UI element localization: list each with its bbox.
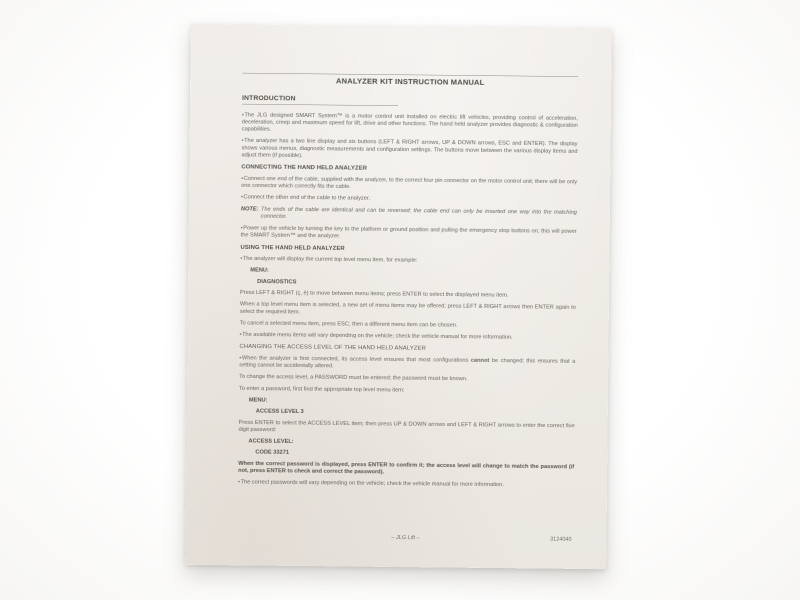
- using-bullet-2: [240, 331, 576, 342]
- bullet-marker: •: [240, 255, 243, 262]
- bullet-marker: •: [241, 175, 244, 182]
- menu-display-value-1: DIAGNOSTICS: [257, 278, 297, 285]
- connecting-bullet-2-text: Connect the other end of the cable to the analyzer.: [243, 194, 371, 202]
- section-heading-introduction: INTRODUCTION: [242, 94, 398, 105]
- bullet-marker: •: [241, 193, 244, 200]
- access-paragraph-1: To change the access level, a PASSWORD must be entered; the password must be known.: [239, 373, 468, 382]
- intro-bullet-2-text: The analyzer has a two line display and six buttons (LEFT & RIGHT arrows, UP & DOWN arrows, ESC and ENTER). The display shows various menus, diagnostic measurements and configuration settings. The buttons move between the various display items and adjust them (if possible).: [241, 137, 578, 159]
- access-paragraph-3: Press ENTER to select the ACCESS LEVEL item; then press UP & DOWN arrows and LEFT & RIGHT arrows to enter the correct five digit password:: [238, 419, 575, 433]
- document-page: [185, 24, 612, 569]
- intro-bullet-2: [241, 137, 577, 162]
- using-paragraph-2: When a top level menu item is selected, a new set of menu items may be offered; press LEFT & RIGHT arrows then ENTER again to select the required item.: [239, 300, 576, 315]
- page-footer: [237, 532, 573, 544]
- using-paragraph-1: Press LEFT & RIGHT (ç, è) to move between menu items; press ENTER to select the displayed menu item.: [240, 289, 509, 299]
- page-content: [237, 66, 578, 569]
- subheading-using: USING THE HAND HELD ANALYZER: [240, 243, 345, 252]
- page-title: ANALYZER KIT INSTRUCTION MANUAL: [335, 76, 485, 87]
- menu-display-value-2: ACCESS LEVEL 3: [255, 408, 304, 415]
- note-text: The ends of the cable are identical and can be reversed; the cable end can only be inserted one way into the matching connector.: [260, 205, 577, 220]
- access-bullet-2: [238, 478, 574, 489]
- access-bullet-2-text: The correct passwords will vary depending on the vehicle; check the vehicle manual for more information.: [240, 478, 504, 488]
- connecting-bullet-1-text: Connect one end of the cable, supplied with the analyzer, to the correct four pin connector on the motor control unit; there will be only one connector which correctly fits the cable.: [241, 175, 578, 190]
- connecting-bullet-3-text: Power up the vehicle by turning the key to the platform or ground position and pulling the emergency stop buttons on; this will power the SMART System™ and the analyzer.: [240, 224, 577, 240]
- footer-brand: – JLG Lift –: [391, 534, 420, 541]
- note-label: NOTE:: [240, 205, 259, 212]
- connecting-bullet-2: [241, 193, 577, 204]
- access-confirm-paragraph: When the correct password is displayed, press ENTER to confirm it; the access level will change to match the password (if not, press ENTER to check and correct the password).: [238, 460, 575, 475]
- access-bullet-1-bold-word: cannot: [470, 357, 490, 364]
- subheading-access-level: CHANGING THE ACCESS LEVEL OF THE HAND HELD ANALYZER: [239, 342, 426, 352]
- access-paragraph-2: To enter a password, first find the appropriate top level menu item:: [239, 385, 405, 393]
- using-paragraph-3: To cancel a selected menu item, press ESC; then a different menu item can be chosen.: [239, 319, 458, 329]
- access-bullet-1-post: be changed; this ensures that a setting cannot be accidentally altered.: [239, 357, 576, 369]
- footer-part-number: 3124040: [550, 536, 572, 543]
- menu-display-label-2: MENU:: [248, 396, 268, 404]
- connecting-bullet-3: [241, 224, 577, 242]
- intro-bullet-1-text: The JLG designed SMART System™ is a motor control unit installed on electric lift vehicles, providing control of acceleration, deceleration, creep and maximum speed for lift, drive and other functions. The hand held analyzer provides diagnostic & configuration capabilities.: [241, 111, 578, 133]
- menu-display-value-3: CODE 33271: [255, 449, 289, 456]
- intro-bullet-1: [242, 111, 578, 136]
- header-rule: [242, 73, 578, 77]
- using-bullet-1: [240, 255, 576, 266]
- note-block: [241, 205, 577, 223]
- subheading-connecting: CONNECTING THE HAND HELD ANALYZER: [241, 163, 368, 172]
- menu-display-label-1: MENU:: [250, 267, 269, 274]
- using-bullet-2-text: The available menu items will vary depending on the vehicle; check the vehicle manual for more information.: [242, 331, 513, 341]
- bullet-marker: •: [241, 111, 244, 118]
- access-bullet-1-pre: When the analyzer is first connected, its access level ensures that most configurations: [241, 354, 471, 364]
- connecting-bullet-1: [241, 175, 577, 193]
- menu-display-label-3: ACCESS LEVEL:: [248, 437, 294, 445]
- bullet-marker: •: [238, 478, 241, 485]
- using-bullet-1-text: The analyzer will display the current top level menu item, for example:: [242, 255, 418, 264]
- bullet-marker: •: [239, 354, 242, 361]
- bullet-marker: •: [239, 331, 242, 338]
- access-bullet-1: [239, 354, 575, 372]
- bullet-marker: •: [241, 137, 244, 144]
- bullet-marker: •: [240, 224, 243, 231]
